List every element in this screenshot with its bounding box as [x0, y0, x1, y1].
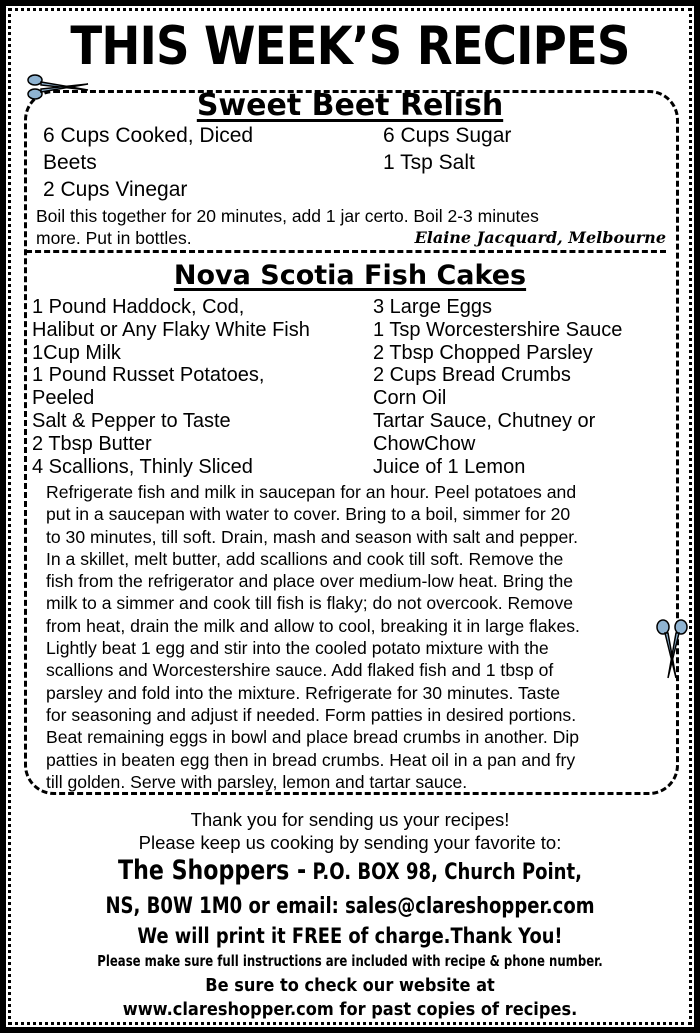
ingredient: Halibut or Any Flaky White Fish: [32, 318, 310, 341]
direction-line: more. Put in bottles.: [36, 228, 192, 248]
recipe1-ingredients-right: [383, 122, 511, 176]
ingredient: 1 Tsp Salt: [383, 151, 475, 174]
ingredient: 4 Scallions, Thinly Sliced: [32, 455, 253, 478]
ingredient: 6 Cups Sugar: [383, 124, 512, 147]
address-line2[interactable]: NS, B0W 1M0 or email: sales@clareshopper.com: [105, 894, 595, 919]
recipe2-ingredients-right: [373, 296, 622, 478]
ingredient: 2 Tbsp Butter: [32, 432, 152, 455]
direction-line: till golden. Serve with parsley, lemon and tartar sauce.: [46, 771, 468, 792]
ingredient: 1Cup Milk: [32, 341, 121, 364]
ingredient: Beets: [43, 151, 97, 174]
direction-line: fish from the refrigerator and place over medium-low heat. Bring the: [46, 571, 574, 592]
ingredient: 2 Cups Bread Crumbs: [373, 364, 571, 387]
direction-line: patties in beaten egg then in bread crumbs. Heat oil in a pan and fry: [46, 749, 576, 770]
ingredient: 3 Large Eggs: [373, 296, 492, 318]
instructions-note: Please make sure full instructions are included with recipe & phone number.: [97, 952, 603, 970]
direction-line: to 30 minutes, till soft. Drain, mash and season with salt and pepper.: [46, 526, 579, 547]
website-line1: Be sure to check our website at: [205, 975, 495, 996]
recipe1-credit: Elaine Jacquard, Melbourne: [411, 228, 666, 248]
ingredient: 2 Cups Vinegar: [43, 178, 188, 201]
ingredient: Juice of 1 Lemon: [373, 455, 526, 478]
direction-line: parsley and fold into the mixture. Refrigerate for 30 minutes. Taste: [46, 682, 561, 703]
recipe1-heading: Sweet Beet Relish: [196, 88, 504, 123]
footer-address: [68, 854, 632, 924]
recipe2-heading: Nova Scotia Fish Cakes: [173, 260, 527, 291]
direction-line: Boil this together for 20 minutes, add 1 jar certo. Boil 2-3 minutes: [36, 206, 539, 226]
recipe2-directions: [46, 481, 671, 793]
website-text: [40, 974, 659, 1022]
direction-line: for seasoning and adjust if needed. Form patties in desired portions.: [46, 704, 577, 725]
recipe2-ingredients-left: [32, 296, 310, 478]
direction-line: Lightly beat 1 egg and stir into the cooled potato mixture with the: [46, 638, 549, 659]
page-title: THIS WEEK’S RECIPES: [70, 16, 630, 77]
free-print-text: We will print it FREE of charge.Thank You!: [137, 924, 563, 948]
direction-line: Beat remaining eggs in bowl and place bread crumbs in another. Dip: [46, 727, 580, 748]
direction-line: In a skillet, melt butter, add scallions and cook till soft. Remove the: [46, 548, 564, 569]
ingredient: 1 Tsp Worcestershire Sauce: [373, 318, 623, 341]
direction-line: from heat, drain the milk and allow to cool, breaking it in large flakes.: [46, 615, 580, 636]
ingredient: 1 Pound Russet Potatoes,: [32, 364, 265, 387]
recipe1-ingredients-left: [43, 122, 253, 203]
address-line1: P.O. BOX 98, Church Point,: [306, 860, 582, 885]
ingredient: Salt & Pepper to Taste: [32, 409, 231, 432]
ingredient: 6 Cups Cooked, Diced: [43, 124, 254, 147]
direction-line: milk to a simmer and cook till fish is flaky; do not overcook. Remove: [46, 593, 574, 614]
direction-line: put in a saucepan with water to cover. Bring to a boil, simmer for 20: [46, 504, 571, 525]
ingredient: 2 Tbsp Chopped Parsley: [373, 341, 593, 364]
footer-thanks: [6, 808, 694, 854]
thanks-text: Thank you for sending us your recipes!: [190, 809, 510, 830]
recipe-divider: [26, 250, 666, 253]
direction-line: scallions and Worcestershire sauce. Add flaked fish and 1 tbsp of: [46, 660, 554, 681]
ingredient: Tartar Sauce, Chutney or: [373, 409, 596, 432]
shoppers-name: The Shoppers -: [118, 855, 307, 886]
website-link[interactable]: www.clareshopper.com for past copies of recipes.: [122, 999, 578, 1020]
direction-line: Refrigerate fish and milk in saucepan for an hour. Peel potatoes and: [46, 482, 577, 502]
ingredient: Peeled: [32, 387, 95, 410]
ingredient: Corn Oil: [373, 387, 447, 410]
ingredient: 1 Pound Haddock, Cod,: [32, 296, 245, 318]
ingredient: ChowChow: [373, 432, 476, 455]
keep-cooking-text: Please keep us cooking by sending your favorite to:: [138, 832, 562, 853]
